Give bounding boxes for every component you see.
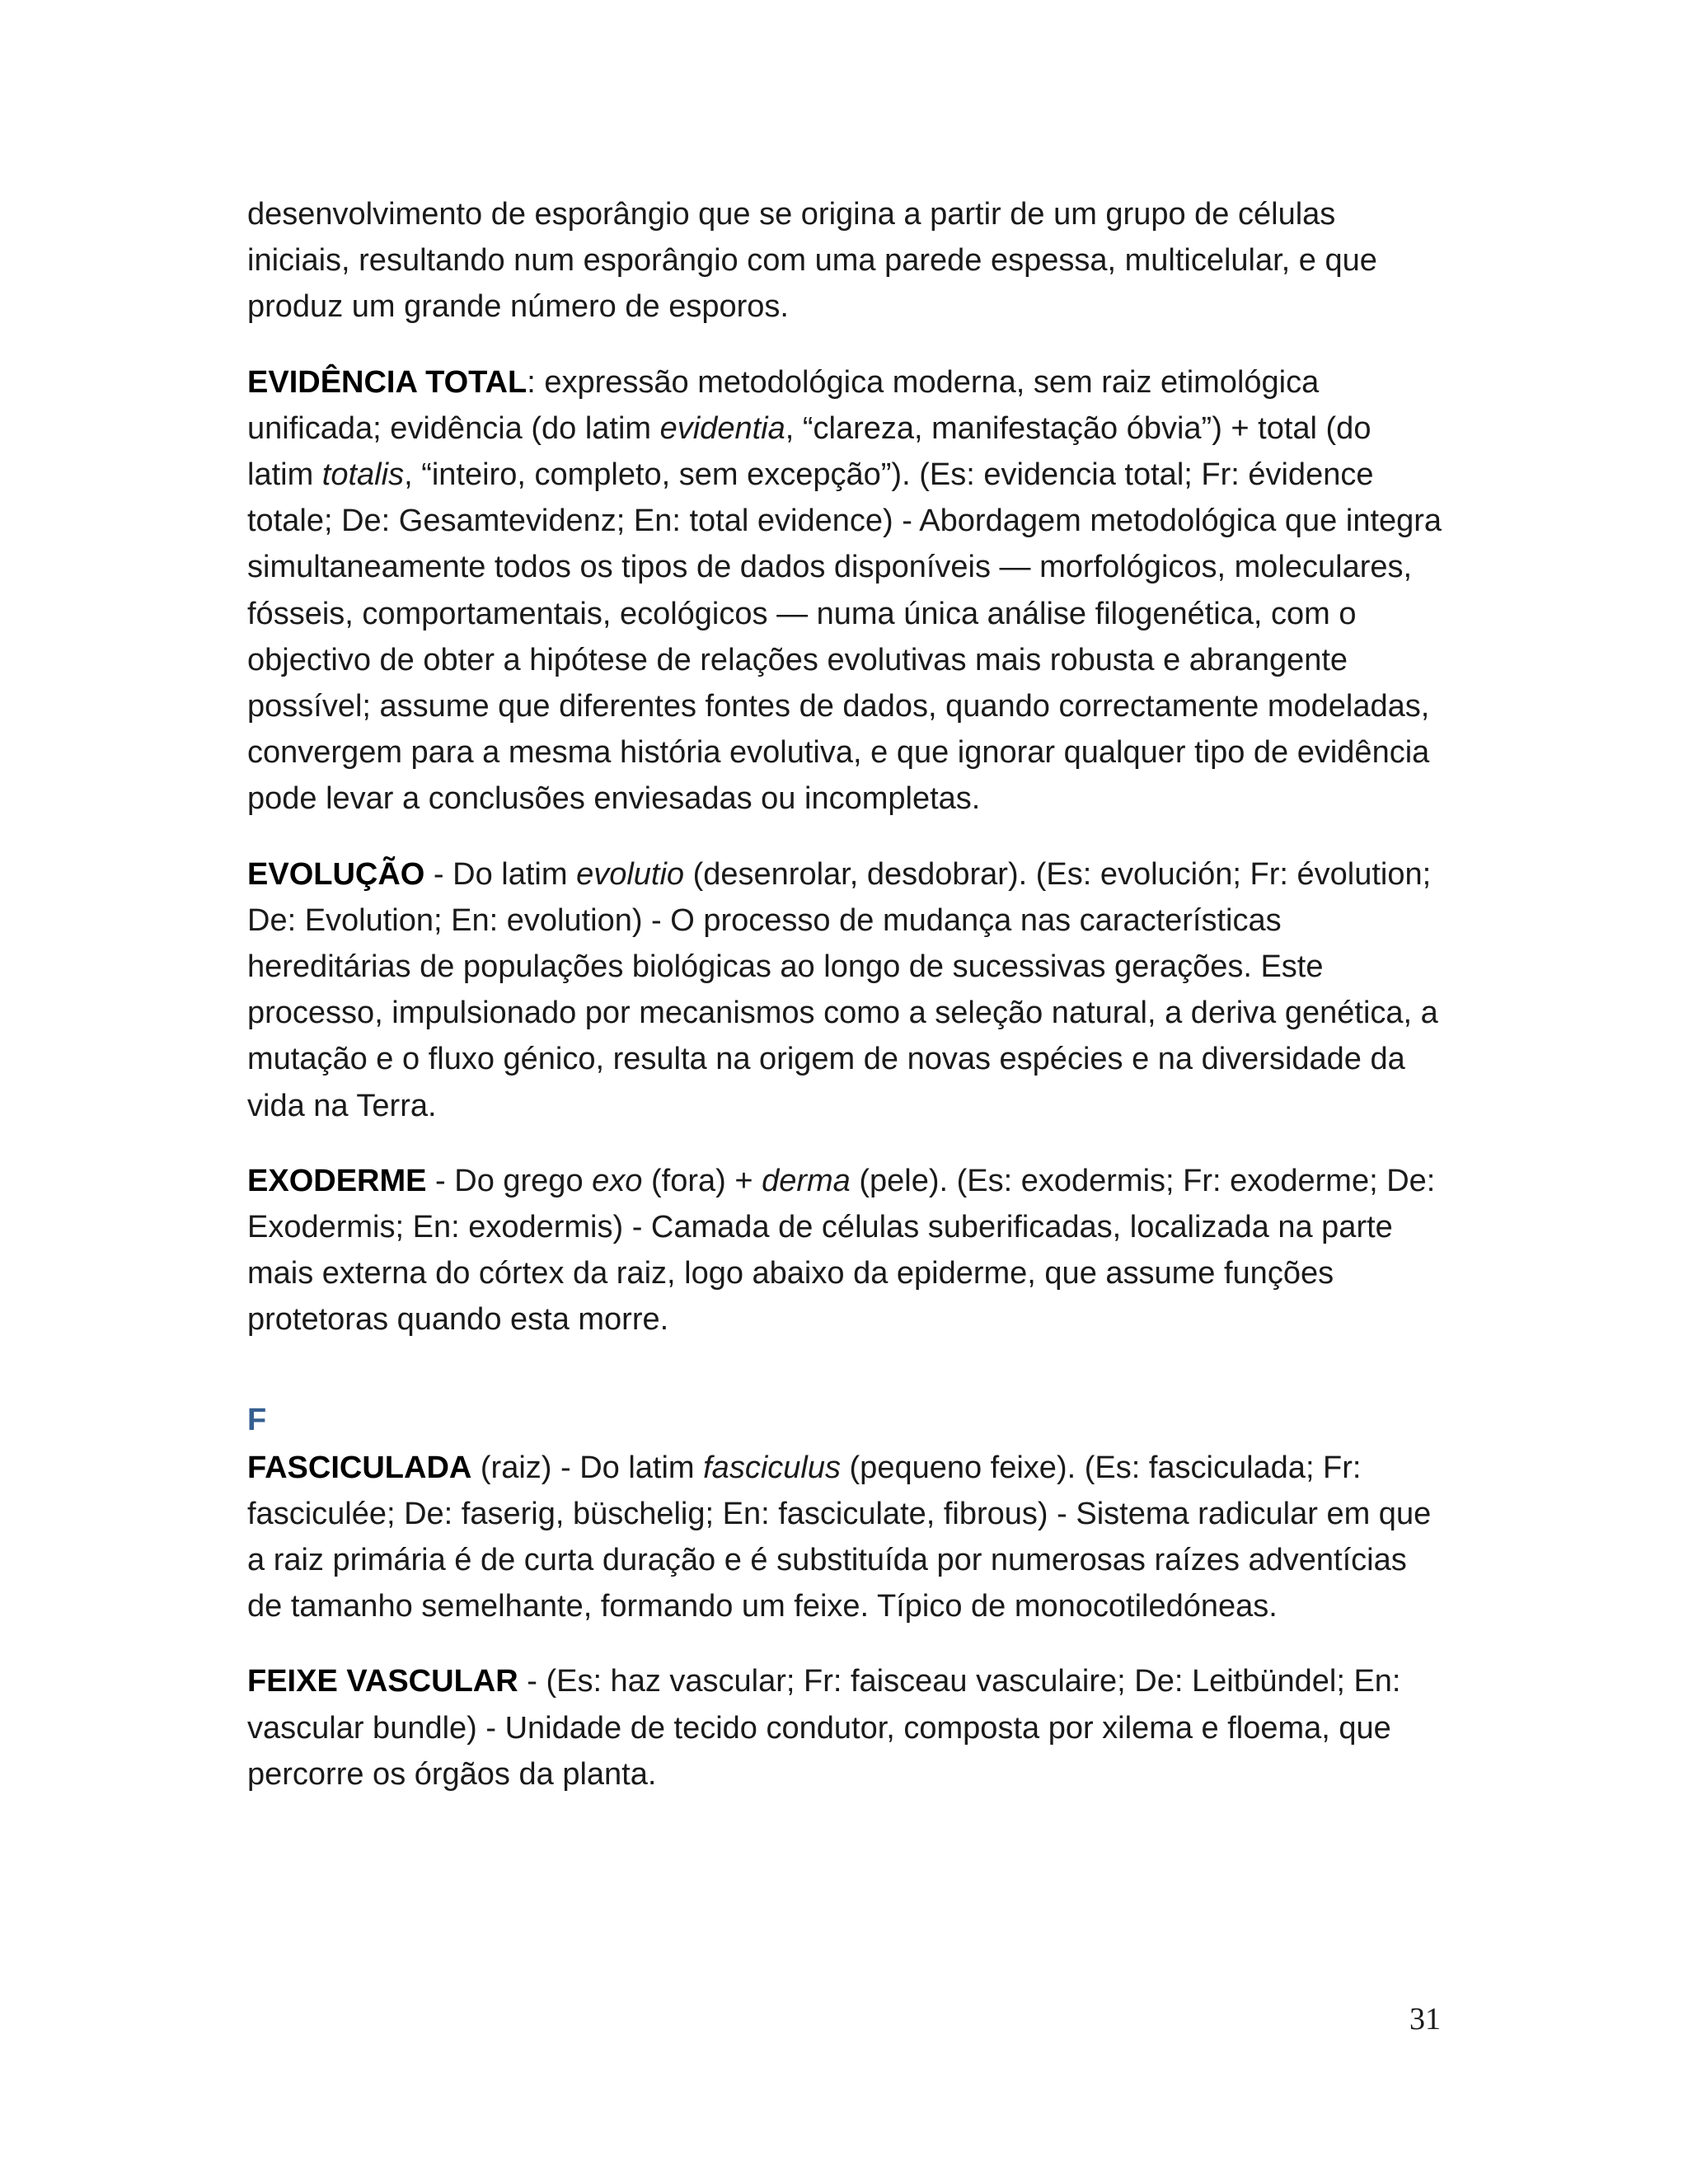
entry-etymon: totalis <box>321 457 405 493</box>
entry-etymon: derma <box>762 1163 851 1198</box>
entry-text: - Do grego <box>426 1163 593 1198</box>
page-number: 31 <box>1409 2002 1441 2036</box>
entry-text: (pequeno feixe). (Es: fasciculada; Fr: fasciculée; De: faserig, büschelig; En: fasciculate, fibrous) - Sistema radicular em que a raiz primária é de curta duração e é substituída por numerosas raízes adventícias de tamanho semelhante, formando um feixe. Típico de monocotiledóneas. <box>247 1450 1432 1624</box>
section-letter-heading: F <box>247 1402 267 1437</box>
entry-text: - (Es: haz vascular; Fr: faisceau vasculaire; De: Leitbündel; En: vascular bundle) - Unidade de tecido condutor, composta por xilema e floema, que percorre os órgãos da planta. <box>247 1664 1401 1792</box>
glossary-entry-evidencia-total <box>247 359 1442 823</box>
glossary-entry-feixe-vascular <box>247 1658 1442 1797</box>
glossary-entry-exoderme <box>247 1158 1442 1343</box>
entry-text: (raiz) - Do latim <box>471 1450 704 1485</box>
entry-term: EXODERME <box>247 1163 427 1198</box>
entry-term: FEIXE VASCULAR <box>247 1664 518 1699</box>
continued-definition <box>247 191 1442 330</box>
entry-text: : expressão metodológica moderna, sem raiz etimológica unificada; evidência (do latim <box>247 364 1320 446</box>
entry-text: - Do latim <box>424 856 577 892</box>
entry-etymon: exo <box>592 1163 643 1198</box>
entry-text: , “inteiro, completo, sem excepção”). (Es: evidencia total; Fr: évidence totale; De: Gesamtevidenz; En: total evidence) - Abordagem metodológica que integra simultaneamente todos os tipos de dados disponíveis — morfológicos, moleculares, fósseis, comportamentais, ecológicos — numa única análise filogenética, com o objectivo de obter a hipótese de relações evolutivas mais robusta e abrangente possível; assume que diferentes fontes de dados, quando correctamente modeladas, convergem para a mesma história evolutiva, e que ignorar qualquer tipo de evidência pode levar a conclusões enviesadas ou incompletas. <box>247 457 1442 817</box>
entry-term: FASCICULADA <box>247 1450 472 1485</box>
entry-term: EVIDÊNCIA TOTAL <box>247 364 528 400</box>
entry-text: (desenrolar, desdobrar). (Es: evolución; Fr: évolution; De: Evolution; En: evolution) - O processo de mudança nas características hereditárias de populações biológicas ao longo de sucessivas gerações. Este processo, impulsionado por mecanismos como a seleção natural, a deriva genética, a mutação e o fluxo génico, resulta na origem de novas espécies e na diversidade da vida na Terra. <box>247 856 1438 1123</box>
glossary-page <box>247 191 1442 1826</box>
entry-text: (pele). (Es: exodermis; Fr: exoderme; De: Exodermis; En: exodermis) - Camada de células suberificadas, localizada na parte mais externa do córtex da raiz, logo abaixo da epiderme, que assume funções protetoras quando esta morre. <box>247 1163 1436 1338</box>
entry-text: , “clareza, manifestação óbvia”) + total (do latim <box>247 410 1372 493</box>
glossary-entry-fasciculada <box>247 1445 1442 1630</box>
entry-etymon: evidentia <box>659 410 785 446</box>
continued-definition-text: desenvolvimento de esporângio que se origina a partir de um grupo de células iniciais, resultando num esporângio com uma parede espessa, multicelular, e que produz um grande número de esporos. <box>247 197 1377 325</box>
entry-etymon: evolutio <box>576 856 685 892</box>
entry-etymon: fasciculus <box>703 1450 841 1485</box>
entry-text: (fora) + <box>642 1163 762 1198</box>
entry-term: EVOLUÇÃO <box>247 856 425 892</box>
glossary-entry-evolucao <box>247 851 1442 1129</box>
